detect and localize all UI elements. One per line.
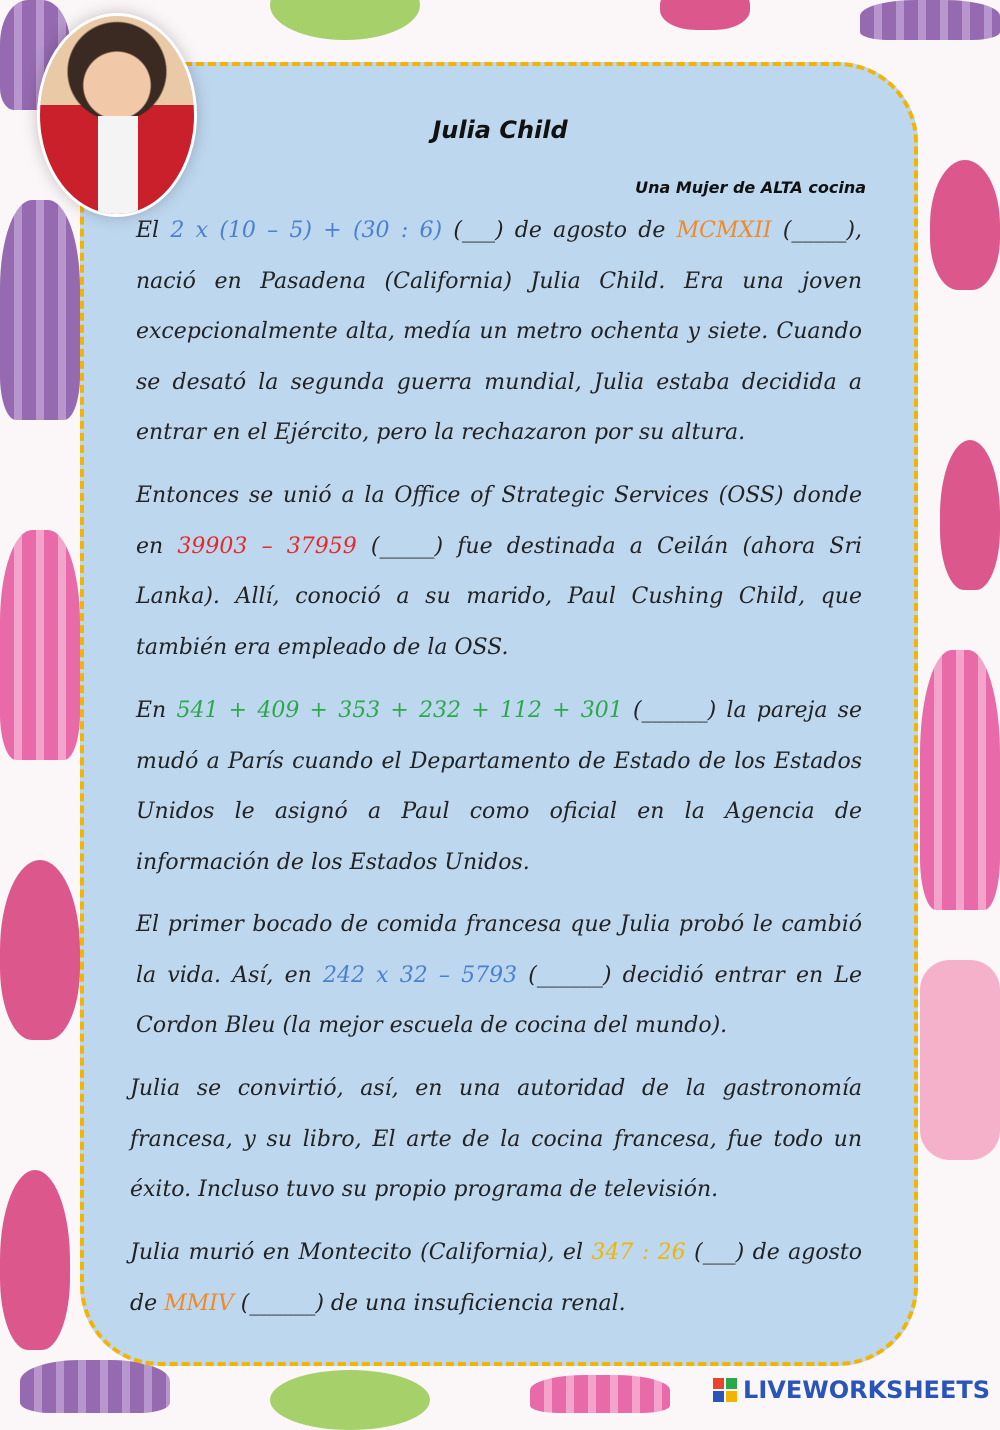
page-title: Julia Child (432, 116, 568, 144)
cake-decoration (0, 860, 80, 1040)
cupcake-decoration (20, 1360, 170, 1413)
portrait-image (40, 16, 194, 214)
math-expression: 39903 – 37959 (177, 533, 357, 559)
math-expression: 2 x (10 – 5) + (30 : 6) (170, 218, 443, 243)
cupcake-decoration (860, 0, 1000, 40)
cupcake-decoration (920, 650, 1000, 910)
math-expression: 347 : 26 (591, 1240, 686, 1265)
cake-decoration (270, 1370, 430, 1430)
paragraph-cordon-bleu: El primer bocado de comida francesa que Julia probó le cambió la vida. Así, en 242 x 32 – 5793 (______) decidió entrar en Le Cordon Bleu (la mejor escuela de cocina del mundo). (136, 912, 862, 1038)
cake-decoration (660, 0, 750, 30)
paragraph-death: Julia murió en Montecito (California), el 347 : 26 (___) de agosto de MMIV (______) de una insuficiencia renal. (130, 1240, 862, 1316)
paragraph-paris: En 541 + 409 + 353 + 232 + 112 + 301 (______) la pareja se mudó a París cuando el Departamento de Estado de los Estados Unidos le asignó a Paul como oficial en la Agencia de información de los Estados Unidos. (136, 698, 862, 875)
cupcake-decoration (0, 200, 80, 420)
roman-numeral: MMIV (164, 1290, 234, 1316)
cake-decoration (930, 160, 1000, 290)
cupcake-decoration (530, 1375, 670, 1413)
math-expression: 242 x 32 – 5793 (322, 962, 518, 988)
cake-decoration (0, 1170, 70, 1350)
math-expression: 541 + 409 + 353 + 232 + 112 + 301 (176, 698, 623, 723)
paragraph-oss: Entonces se unió a la Office of Strategic Services (OSS) donde en 39903 – 37959 (_____) fue destinada a Ceilán (ahora Sri Lanka). Allí, conoció a su marido, Paul Cushing Child, que también era empleado de la OSS. (136, 483, 863, 660)
paragraph-book: Julia se convirtió, así, en una autoridad de la gastronomía francesa, y su libro, El arte de la cocina francesa, fue todo un éxito. Incluso tuvo su propio programa de televisión. (130, 1076, 863, 1202)
paragraph-birth: El 2 x (10 – 5) + (30 : 6) (___) de agosto de MCMXII (_____), nació en Pasadena (California) Julia Child. Era una joven excepcionalmente alta, medía un metro ochenta y siete. Cuando se desató la segunda guerra mundial, Julia estaba decidida a entrar en el Ejército, pero la rechazaron por su altura. (136, 218, 863, 445)
cake-decoration (270, 0, 420, 40)
brand-name: LIVEWORKSHEETS (743, 1376, 990, 1404)
logo-icon (713, 1378, 737, 1402)
cake-decoration (940, 440, 1000, 590)
book-title: El arte de la cocina francesa, (372, 1126, 717, 1152)
cake-decoration (920, 960, 1000, 1160)
roman-numeral: MCMXII (676, 218, 772, 243)
cake-decoration (0, 530, 80, 760)
liveworksheets-logo[interactable] (713, 1375, 990, 1405)
page-subtitle: Una Mujer de ALTA cocina (635, 178, 866, 197)
